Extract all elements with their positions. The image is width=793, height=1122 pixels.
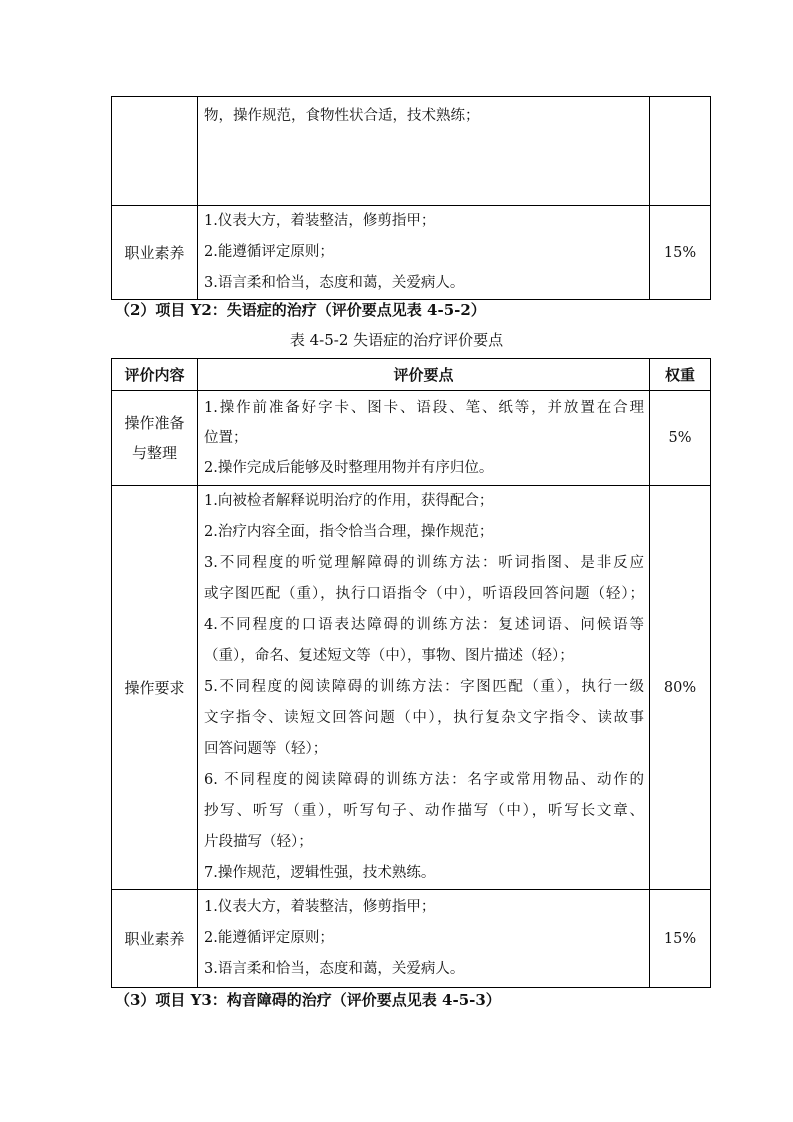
criteria-line: 位置； [204,430,248,446]
category-label: 职业素养 [124,243,185,262]
table-row [112,486,711,890]
criteria-line: 5.不同程度的阅读障碍的训练方法：字图匹配（重），执行一级 [204,679,644,695]
criteria-line: （重），命名、复述短文等（中），事物、图片描述（轻）； [204,648,574,664]
criteria-line: 1.操作前准备好字卡、图卡、语段、笔、纸等，并放置在合理 [204,400,644,416]
header-weight: 权重 [650,359,711,391]
category-cell [112,486,198,890]
weight-cell [650,97,711,206]
criteria-line: 物，操作规范，食物性状合适，技术熟练； [204,108,480,124]
weight-cell: 80% [650,486,711,890]
table-row [112,97,711,206]
criteria-line: 文字指令、读短文回答问题（中），执行复杂文字指令、读故事 [204,710,644,726]
category-label: 操作要求 [124,678,185,697]
criteria-line: 3.语言柔和恰当，态度和蔼，关爱病人。 [204,275,465,291]
criteria-line: 3.不同程度的听觉理解障碍的训练方法：听词指图、是非反应 [204,555,644,571]
table-header-row [112,359,711,391]
criteria-line: 3.语言柔和恰当，态度和蔼，关爱病人。 [204,961,465,977]
criteria-cell [198,486,650,890]
table-row [112,206,711,300]
table-row [112,391,711,486]
criteria-line: 4.不同程度的口语表达障碍的训练方法：复述词语、问候语等 [204,617,644,633]
section-heading-y2: （2）项目 Y2：失语症的治疗（评价要点见表 4-5-2） [115,301,486,319]
criteria-line: 7.操作规范，逻辑性强，技术熟练。 [204,865,436,881]
criteria-line: 片段描写（轻）； [204,834,313,850]
criteria-line: 1.仪表大方，着装整洁，修剪指甲； [204,899,436,915]
criteria-line: 或字图匹配（重），执行口语指令（中），听语段回答问题（轻）； [204,586,644,602]
criteria-line: 6. 不同程度的阅读障碍的训练方法：名字或常用物品、动作的 [204,772,644,788]
criteria-line: 2.操作完成后能够及时整理用物并有序归位。 [204,460,494,476]
header-points: 评价要点 [198,359,650,391]
criteria-line: 2.能遵循评定原则； [204,244,334,260]
criteria-line: 回答问题等（轻）； [204,741,328,757]
category-label: 与整理 [131,444,177,462]
criteria-line: 2.能遵循评定原则； [204,930,334,946]
criteria-line: 1.仪表大方，着装整洁，修剪指甲； [204,213,436,229]
category-cell [112,97,198,206]
header-content: 评价内容 [112,359,198,391]
category-cell [112,391,198,486]
table-row [112,890,711,988]
continued-evaluation-table [111,96,711,300]
aphasia-treatment-evaluation-table [111,358,711,988]
criteria-line: 抄写、听写（重），听写句子、动作描写（中），听写长文章、 [204,803,644,819]
section-heading-y3: （3）项目 Y3：构音障碍的治疗（评价要点见表 4-5-3） [115,991,501,1009]
category-label: 操作准备 [124,414,185,432]
criteria-cell [198,890,650,988]
criteria-cell [198,97,650,206]
category-cell [112,890,198,988]
category-label: 职业素养 [124,929,185,948]
weight-cell: 15% [650,890,711,988]
criteria-cell [198,391,650,486]
criteria-line: 1.向被检者解释说明治疗的作用，获得配合； [204,493,494,509]
criteria-line: 2.治疗内容全面，指令恰当合理，操作规范； [204,524,494,540]
criteria-cell [198,206,650,300]
category-cell [112,206,198,300]
weight-cell: 15% [650,206,711,300]
table-caption: 表 4-5-2 失语症的治疗评价要点 [289,331,504,349]
weight-cell: 5% [650,391,711,486]
